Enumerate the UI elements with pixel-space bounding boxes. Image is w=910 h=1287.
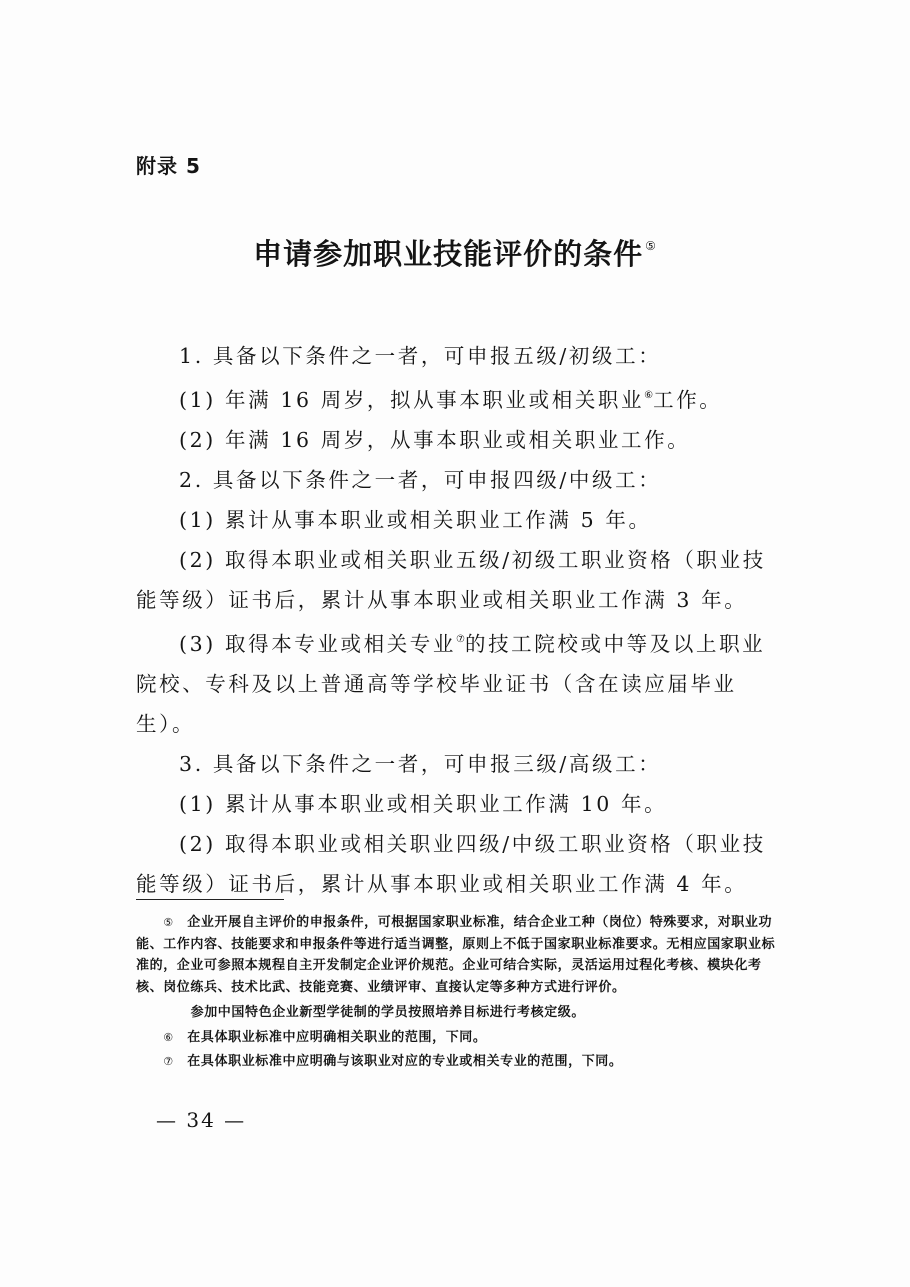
- title-footnote-mark: ⑤: [645, 239, 657, 253]
- page-number: — 34 —: [156, 1108, 247, 1132]
- footnote-ref-6: ⑥: [644, 390, 654, 401]
- section-1-item-1: [136, 376, 786, 420]
- footnote-ref-7: ⑦: [456, 634, 465, 645]
- section-1-heading: 1. 具备以下条件之一者，可申报五级/初级工：: [179, 344, 662, 368]
- section-2-item-1: (1) 累计从事本职业或相关职业工作满 5 年。: [179, 508, 652, 532]
- section-2-item-3-tail: 的技工院校或中等及以上职业院校、专科及以上普通高等学校毕业证书（含在读应届毕业生）。: [136, 632, 766, 736]
- section-2-item-3-text: (3) 取得本专业或相关专业: [179, 632, 457, 656]
- page-title: [0, 232, 910, 273]
- body-text: [136, 336, 786, 904]
- footnotes: [136, 912, 788, 1073]
- footnote-divider: [136, 899, 284, 900]
- section-2-item-2: (2) 取得本职业或相关职业五级/初级工职业资格（职业技能等级）证书后，累计从事本职业或相关职业工作满 3 年。: [136, 548, 766, 612]
- section-2-heading: 2. 具备以下条件之一者，可申报四级/中级工：: [179, 468, 662, 492]
- section-3-item-1: (1) 累计从事本职业或相关职业工作满 10 年。: [179, 792, 668, 816]
- section-2-item-3: [136, 620, 786, 744]
- footnote-7: [136, 1051, 788, 1073]
- footnote-7-text: 在具体职业标准中应明确与该职业对应的专业或相关专业的范围，下同。: [187, 1054, 623, 1069]
- footnote-6-mark: ⑥: [163, 1030, 174, 1044]
- footnote-6: [136, 1027, 788, 1049]
- section-1-item-2: (2) 年满 16 周岁，从事本职业或相关职业工作。: [179, 428, 691, 452]
- title-text: 申请参加职业技能评价的条件: [253, 237, 644, 271]
- section-1-item-1-tail: 工作。: [653, 388, 723, 412]
- footnote-5-continuation: 参加中国特色企业新型学徒制的学员按照培养目标进行考核定级。: [190, 1005, 585, 1020]
- footnote-5: [136, 912, 788, 998]
- footnote-6-text: 在具体职业标准中应明确相关职业的范围，下同。: [187, 1029, 487, 1045]
- footnote-5-mark: ⑤: [163, 916, 174, 929]
- footnote-5-text: 企业开展自主评价的申报条件，可根据国家职业标准，结合企业工种（岗位）特殊要求，对职业功能、工作内容、技能要求和申报条件等进行适当调整，原则上不低于国家职业标准要求。无相应国家职业标准的，企业可参照本规程自主开发制定企业评价规范。企业可结合实际，灵活运用过程化考核、模块化考核、岗位练兵、技术比武、技能竞赛、业绩评审、直接认定等多种方式进行评价。: [136, 915, 776, 995]
- footnote-7-mark: ⑦: [163, 1055, 174, 1068]
- section-3-item-2: (2) 取得本职业或相关职业四级/中级工职业资格（职业技能等级）证书后，累计从事本职业或相关职业工作满 4 年。: [136, 832, 766, 896]
- section-1-item-1-text: (1) 年满 16 周岁，拟从事本职业或相关职业: [179, 388, 645, 412]
- section-3-heading: 3. 具备以下条件之一者，可申报三级/高级工：: [179, 752, 662, 776]
- appendix-label: 附录 5: [136, 154, 201, 178]
